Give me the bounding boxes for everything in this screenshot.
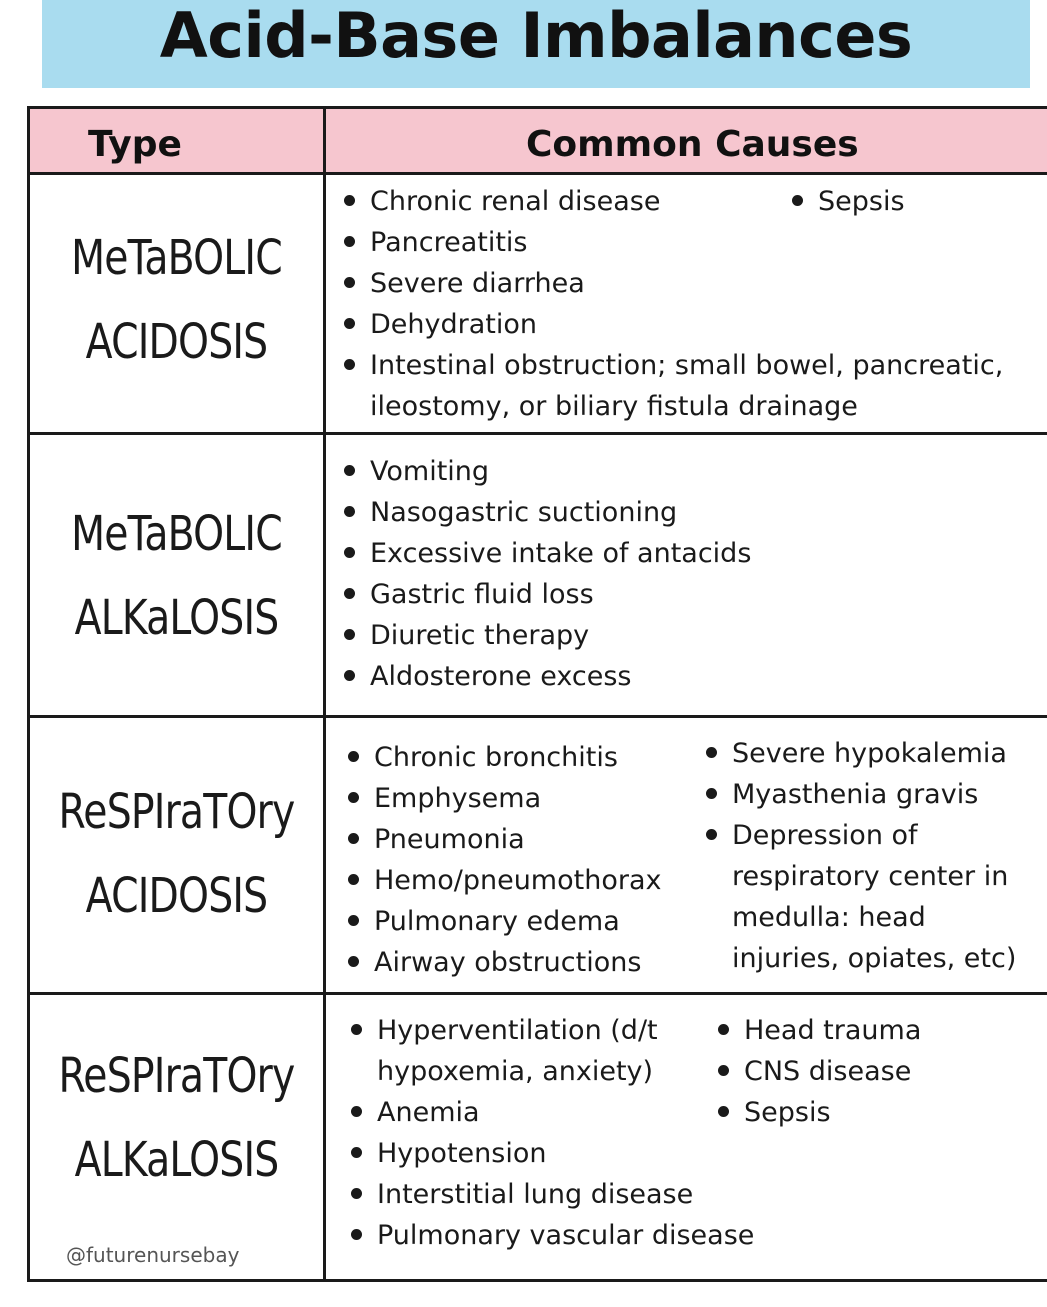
bullet-icon [718,1024,729,1035]
list-item: Depression of respiratory center in medulla: head injuries, opiates, etc) [700,815,1016,979]
list-item: Intestinal obstruction; small bowel, pancreatic, ileostomy, or biliary fistula drainage [338,345,1003,427]
list-item: Aldosterone excess [338,656,751,697]
list-item: Gastric fluid loss [338,574,751,615]
row-type-metabolic-alkalosis [56,492,296,660]
bullet-icon [344,195,355,206]
row-divider [27,992,1047,995]
row-divider [27,715,1047,718]
causes-list [338,451,751,697]
list-item: Pneumonia [342,819,661,860]
bullet-icon [351,1106,362,1117]
header-common-causes: Common Causes [526,124,859,165]
bullet-icon [344,506,355,517]
list-item: Chronic bronchitis [342,737,661,778]
list-item: Diuretic therapy [338,615,751,656]
list-item: Sepsis [712,1092,921,1133]
list-item: Severe hypokalemia [700,733,1016,774]
page-title: Acid-Base Imbalances [159,0,913,72]
bullet-icon [344,588,355,599]
row-type-respiratory-acidosis [56,770,296,938]
bullet-icon [351,1188,362,1199]
list-item: Interstitial lung disease [345,1174,754,1215]
row-divider [27,432,1047,435]
bullet-icon [348,915,359,926]
list-item: Pulmonary edema [342,901,661,942]
list-item: Emphysema [342,778,661,819]
type-line: ALKaLOSIS [74,1132,279,1188]
list-item: Sepsis [786,181,905,222]
bullet-icon [344,670,355,681]
bullet-icon [344,277,355,288]
bullet-icon [348,956,359,967]
type-line: MeTaBOLIC [71,230,282,286]
list-item: Hemo/pneumothorax [342,860,661,901]
list-item: Pulmonary vascular disease [345,1215,754,1256]
list-item: Nasogastric suctioning [338,492,751,533]
bullet-icon [344,359,355,370]
bullet-icon [718,1065,729,1076]
list-item: Hypotension [345,1133,754,1174]
list-item: Hyperventilation (d/t hypoxemia, anxiety) [345,1010,754,1092]
bullet-icon [344,465,355,476]
list-item: Head trauma [712,1010,921,1051]
list-item: Pancreatitis [338,222,1003,263]
list-item: Vomiting [338,451,751,492]
bullet-icon [344,629,355,640]
type-line: MeTaBOLIC [71,506,282,562]
bullet-icon [344,318,355,329]
bullet-icon [351,1147,362,1158]
causes-list [342,737,661,983]
list-item: Severe diarrhea [338,263,1003,304]
bullet-icon [351,1024,362,1035]
bullet-icon [706,747,717,758]
bullet-icon [348,874,359,885]
bullet-icon [351,1229,362,1240]
bullet-icon [706,788,717,799]
bullet-icon [344,236,355,247]
list-item: Airway obstructions [342,942,661,983]
header-type: Type [88,124,182,165]
bullet-icon [344,547,355,558]
type-line: ACIDOSIS [85,314,268,370]
list-item: Chronic renal disease [338,181,1003,222]
watermark-handle: @futurenursebay [66,1243,240,1267]
causes-list [786,181,905,222]
type-line: ALKaLOSIS [74,590,279,646]
bullet-icon [792,195,803,206]
type-line: ReSPIraTOry [58,784,295,840]
bullet-icon [348,833,359,844]
type-line: ACIDOSIS [85,868,268,924]
bullet-icon [348,751,359,762]
type-line: ReSPIraTOry [58,1048,295,1104]
bullet-icon [348,792,359,803]
column-divider [323,106,326,1282]
causes-list [712,1010,921,1133]
row-divider [27,172,1047,175]
list-item: Dehydration [338,304,1003,345]
list-item: Excessive intake of antacids [338,533,751,574]
causes-list [345,1010,754,1256]
bullet-icon [706,829,717,840]
bullet-icon [718,1106,729,1117]
list-item: Myasthenia gravis [700,774,1016,815]
list-item: Anemia [345,1092,754,1133]
row-type-respiratory-alkalosis [56,1034,296,1202]
row-type-metabolic-acidosis [56,216,296,384]
causes-list [700,733,1016,979]
list-item: CNS disease [712,1051,921,1092]
